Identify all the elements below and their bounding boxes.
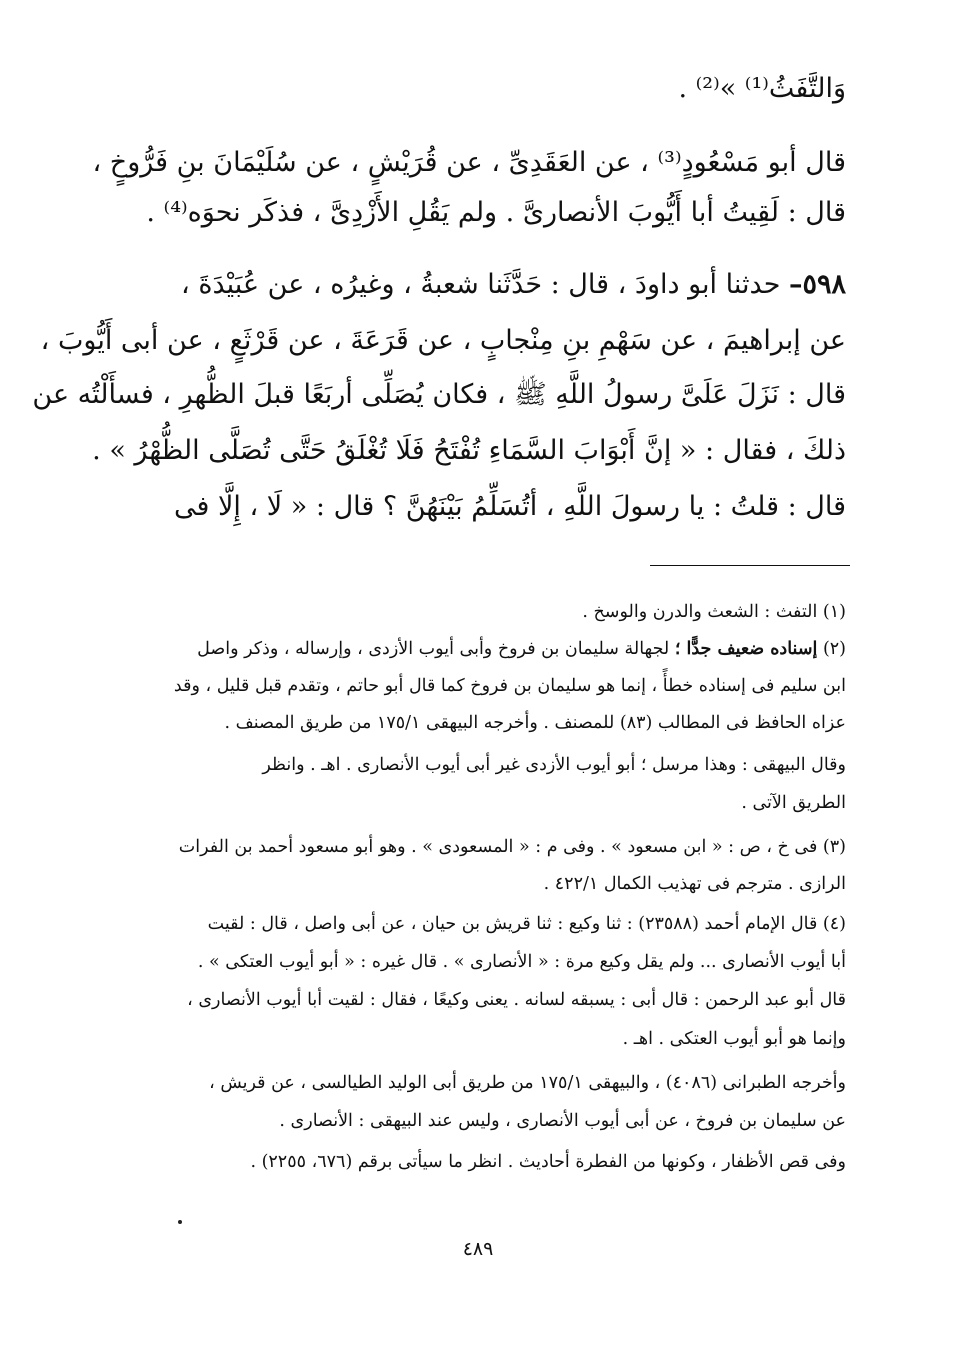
footnote-2-line-4: [126, 750, 846, 780]
footnote-2-line-5-text: الطريق الآتى .: [741, 793, 846, 813]
hadith-line-1: [126, 262, 846, 308]
footnote-2-line-1-text: لجهالة سليمان بن فروخ وأبى أيوب الأزدى ، وإرساله ، وذكر واصل: [197, 639, 670, 659]
footnote-4-line-7: [126, 1147, 846, 1177]
hadith-line-3: [32, 372, 846, 418]
main-line-1-text: وَالتَّفَثُ⁽¹⁾ »⁽²⁾ .: [678, 73, 846, 104]
footnote-2-line-5: [126, 788, 846, 818]
footnote-3-line-1-text: (٣) فى خ ، ص : « ابن مسعود » . وفى م : « المسعودى » . وهو أبو مسعود أحمد بن الفرات: [178, 837, 846, 857]
main-line-1: [126, 66, 846, 112]
footnote-2-line-2: [126, 671, 846, 701]
footnote-4-line-4: [126, 1024, 846, 1054]
footnote-4-line-5: [126, 1068, 846, 1098]
footnote-4-line-1-text: (٤) قال الإمام أحمد (٢٣٥٨٨) : ثنا وكيع : ثنا قريش بن حيان ، عن أبى واصل ، قال : لقيت: [207, 914, 846, 934]
footnote-1-text: (١) التفث : الشعث والدرن والوسخ .: [582, 602, 846, 622]
footnote-2-line-2-text: ابن سليم فى إسناده خطأً ، إنما هو سليمان بن فروخ كما قال أبو حاتم ، وتقدم قبل قليل ، وقد: [173, 676, 846, 696]
main-line-3-text: قال : لَقِيتُ أبا أَيُّوبَ الأنصارىَّ . ولم يَقُلِ الأَزْدِىَّ ، فذكَر نحوَه⁽⁴⁾ .: [146, 197, 846, 228]
footnote-2-line-1: [126, 634, 846, 664]
main-line-3: [126, 190, 846, 236]
footnote-2-number: (٢): [822, 639, 846, 659]
hadith-line-2: [40, 318, 846, 364]
footnote-1: [126, 597, 846, 627]
main-line-2: [92, 140, 846, 186]
page-number: ٤٨٩: [462, 1238, 494, 1260]
footnote-3-line-2-text: الرازى . مترجم فى تهذيب الكمال ٤٢٢/١ .: [543, 874, 846, 894]
hadith-number: ٥٩٨–: [788, 269, 846, 300]
footnote-4-line-5-text: وأخرجه الطبرانى (٤٠٨٦) ، والبيهقى ١٧٥/١ من طريق أبى الوليد الطيالسى ، عن قريش ،: [209, 1073, 846, 1093]
footnote-4-line-6-text: عن سليمان بن فروخ ، عن أبى أيوب الأنصارى ، وليس عند البيهقى : الأنصارى .: [279, 1111, 846, 1131]
hadith-line-5: [126, 484, 846, 530]
hadith-line-4: [92, 428, 846, 474]
hadith-line-4-text: ذلكَ ، فقال : « إنَّ أَبْوَابَ السَّمَاءِ تُفْتَحُ فَلَا تُغْلَقُ حَتَّى تُصَلَّى الظُّهْرُ » .: [92, 435, 846, 466]
footnote-4-line-2: [126, 947, 846, 977]
hadith-line-2-text: عن إبراهيمَ ، عن سَهْمِ بنِ مِنْجابٍ ، عن قَرَعَةَ ، عن قَرْثَعٍ ، عن أبى أَيُّوبَ ،: [40, 325, 846, 356]
hadith-line-1-text: حدثنا أبو داودَ ، قال : حَدَّثَنا شعبةُ ، وغيرُه ، عن عُبَيْدَةَ ،: [181, 269, 781, 300]
footnote-4-line-7-text: وفى قص الأظفار ، وكونها من الفطرة أحاديث . انظر ما سيأتى برقم (٦٧٦، ٢٢٥٥) .: [250, 1152, 846, 1172]
footnote-2-line-3: [126, 708, 846, 738]
main-line-2-text: قال أبو مَسْعُودٍ⁽³⁾ ، عن العَقَدِىِّ ، عن قُرَيْشٍ ، عن سُلَيْمَانَ بنِ فَرُّوخٍ ،: [92, 147, 846, 178]
hadith-line-3-text: قال : نَزَلَ عَلَىَّ رسولُ اللَّهِ ﷺ ، فكان يُصَلِّى أربَعًا قبلَ الظُّهرِ ، فسأَلْتُه عن: [32, 379, 846, 410]
footnote-2-line-3-text: عزاه الحافظ فى المطالب (٨٣) للمصنف . وأخرجه البيهقى ١٧٥/١ من طريق المصنف .: [224, 713, 846, 733]
footnote-2-grading: إسناده ضعيف جدًّا ؛: [674, 639, 818, 659]
footnote-4-line-6: [126, 1106, 846, 1136]
footnote-4-line-2-text: أبا أيوب الأنصارى ... ولم يقل وكيع مرة : « الأنصارى » . قال غيره : « أبو أيوب العتكى » .: [197, 952, 846, 972]
footnote-3-line-1: [126, 832, 846, 862]
hadith-line-5-text: قال : قلتُ : يا رسولَ اللَّهِ ، أتُسَلِّمُ بَيْنَهُنَّ ؟ قال : « لَا ، إِلَّا فى: [174, 491, 846, 522]
stray-dot: [178, 1220, 182, 1224]
footnote-4-line-3-text: قال أبو عبد الرحمن : قال أبى : يسبقه لسانه . يعنى وكيعًا ، فقال : لقيت أبا أيوب الأنصارى ،: [187, 990, 846, 1010]
footnote-3-line-2: [126, 869, 846, 899]
footnote-2-line-4-text: وقال البيهقى : وهذا مرسل ؛ أبو أيوب الأزدى غير أبى أيوب الأنصارى . اهـ . وانظر: [262, 755, 846, 775]
footnote-4-line-1: [126, 909, 846, 939]
footnote-4-line-4-text: وإنما هو أبو أيوب العتكى . اهـ .: [622, 1029, 846, 1049]
footnote-divider: [650, 565, 850, 566]
footnote-4-line-3: [126, 985, 846, 1015]
